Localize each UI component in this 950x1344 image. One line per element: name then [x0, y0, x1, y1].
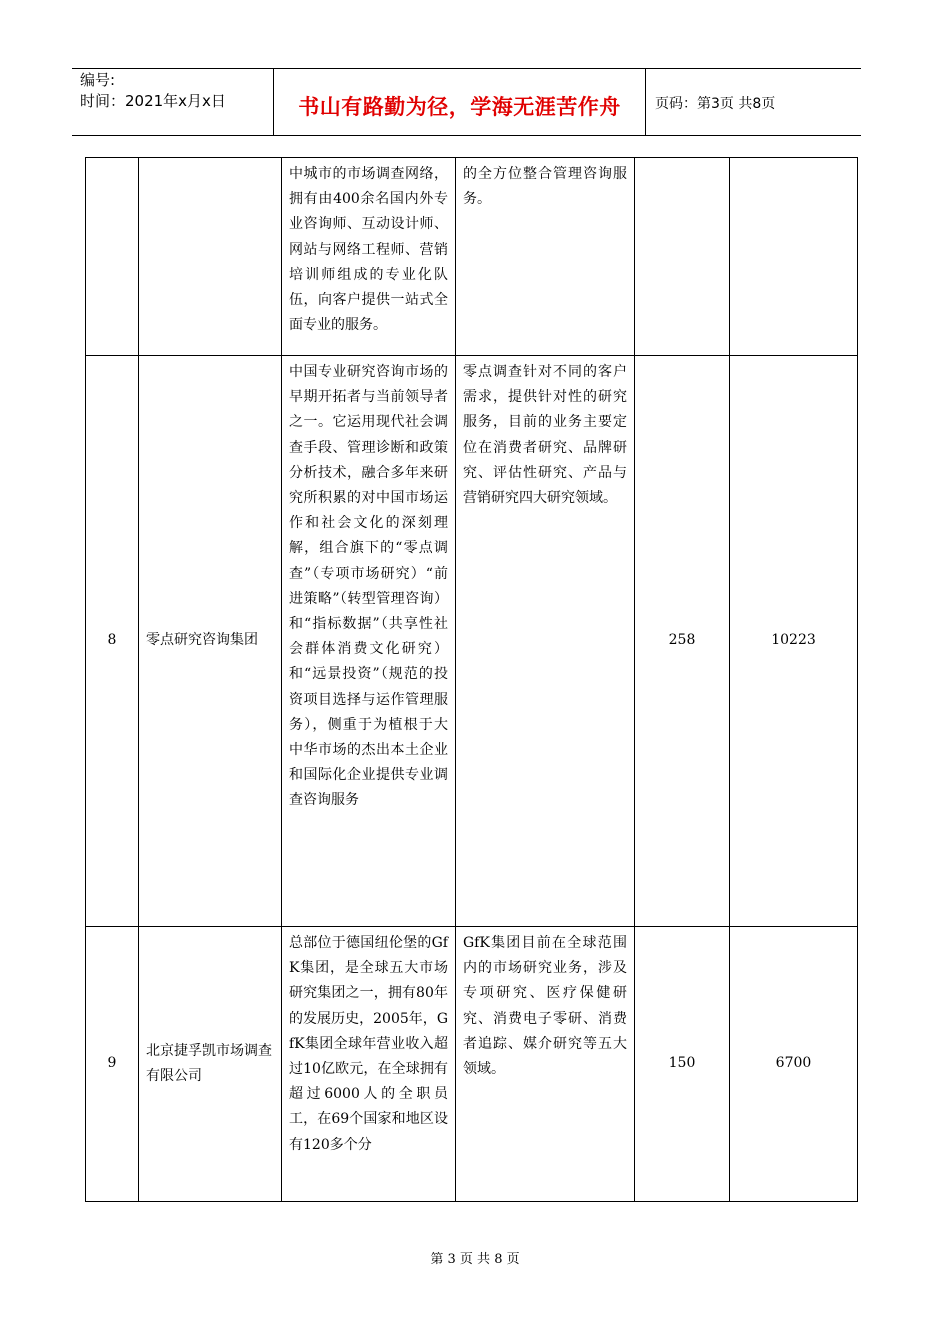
company-figure-1: [635, 158, 730, 356]
company-intro: 中城市的市场调查网络，拥有由400余名国内外专业咨询师、互动设计师、网站与网络工程师、营销培训师组成的专业化队伍，向客户提供一站式全面专业的服务。: [282, 158, 456, 356]
company-intro: 总部位于德国纽伦堡的GfK集团，是全球五大市场研究集团之一，拥有80年的发展历史，2005年，GfK集团全球年营业收入超过10亿欧元，在全球拥有超过6000人的全职员工，在69个国家和地区设有120多个分: [282, 927, 456, 1202]
company-business: 的全方位整合管理咨询服务。: [456, 158, 635, 356]
header-motto: 书山有路勤为径，学海无涯苦作舟: [298, 95, 621, 119]
company-figure-1: 258: [635, 356, 730, 927]
row-index: 9: [86, 927, 139, 1202]
table-row: [86, 927, 858, 1202]
company-figure-2: 10223: [730, 356, 858, 927]
company-intro: 中国专业研究咨询市场的早期开拓者与当前领导者之一。它运用现代社会调查手段、管理诊断和政策分析技术，融合多年来研究所积累的对中国市场运作和社会文化的深刻理解，组合旗下的“零点调查”（专项市场研究）“前进策略”（转型管理咨询）和“指标数据”（共享性社会群体消费文化研究）和“远景投资”（规范的投资项目选择与运作管理服务），侧重于为植根于大中华市场的杰出本土企业和国际化企业提供专业调查咨询服务: [282, 356, 456, 927]
document-time-label: 时间：2021年x月x日: [80, 92, 226, 110]
table-row: [86, 158, 858, 356]
row-index: 8: [86, 356, 139, 927]
company-name: 北京捷孚凯市场调查有限公司: [139, 927, 282, 1202]
document-code-label: 编号:: [80, 71, 116, 89]
company-figure-2: 6700: [730, 927, 858, 1202]
table-row: [86, 356, 858, 927]
header-bottom-rule: [72, 135, 861, 136]
page-footer: 第 3 页 共 8 页: [430, 1252, 520, 1267]
header-top-rule: [72, 68, 861, 69]
company-name: 零点研究咨询集团: [139, 356, 282, 927]
company-business: GfK集团目前在全球范围内的市场研究业务，涉及专项研究、医疗保健研究、消费电子零研、消费者追踪、媒介研究等五大领域。: [456, 927, 635, 1202]
company-table: [85, 157, 858, 1202]
header-page-number: 页码：第3页 共8页: [655, 96, 776, 112]
company-name: [139, 158, 282, 356]
company-figure-1: 150: [635, 927, 730, 1202]
row-index: [86, 158, 139, 356]
header-divider-right: [645, 68, 646, 135]
company-figure-2: [730, 158, 858, 356]
header-info: [80, 70, 226, 112]
company-business: 零点调查针对不同的客户需求，提供针对性的研究服务，目前的业务主要定位在消费者研究、品牌研究、评估性研究、产品与营销研究四大研究领域。: [456, 356, 635, 927]
